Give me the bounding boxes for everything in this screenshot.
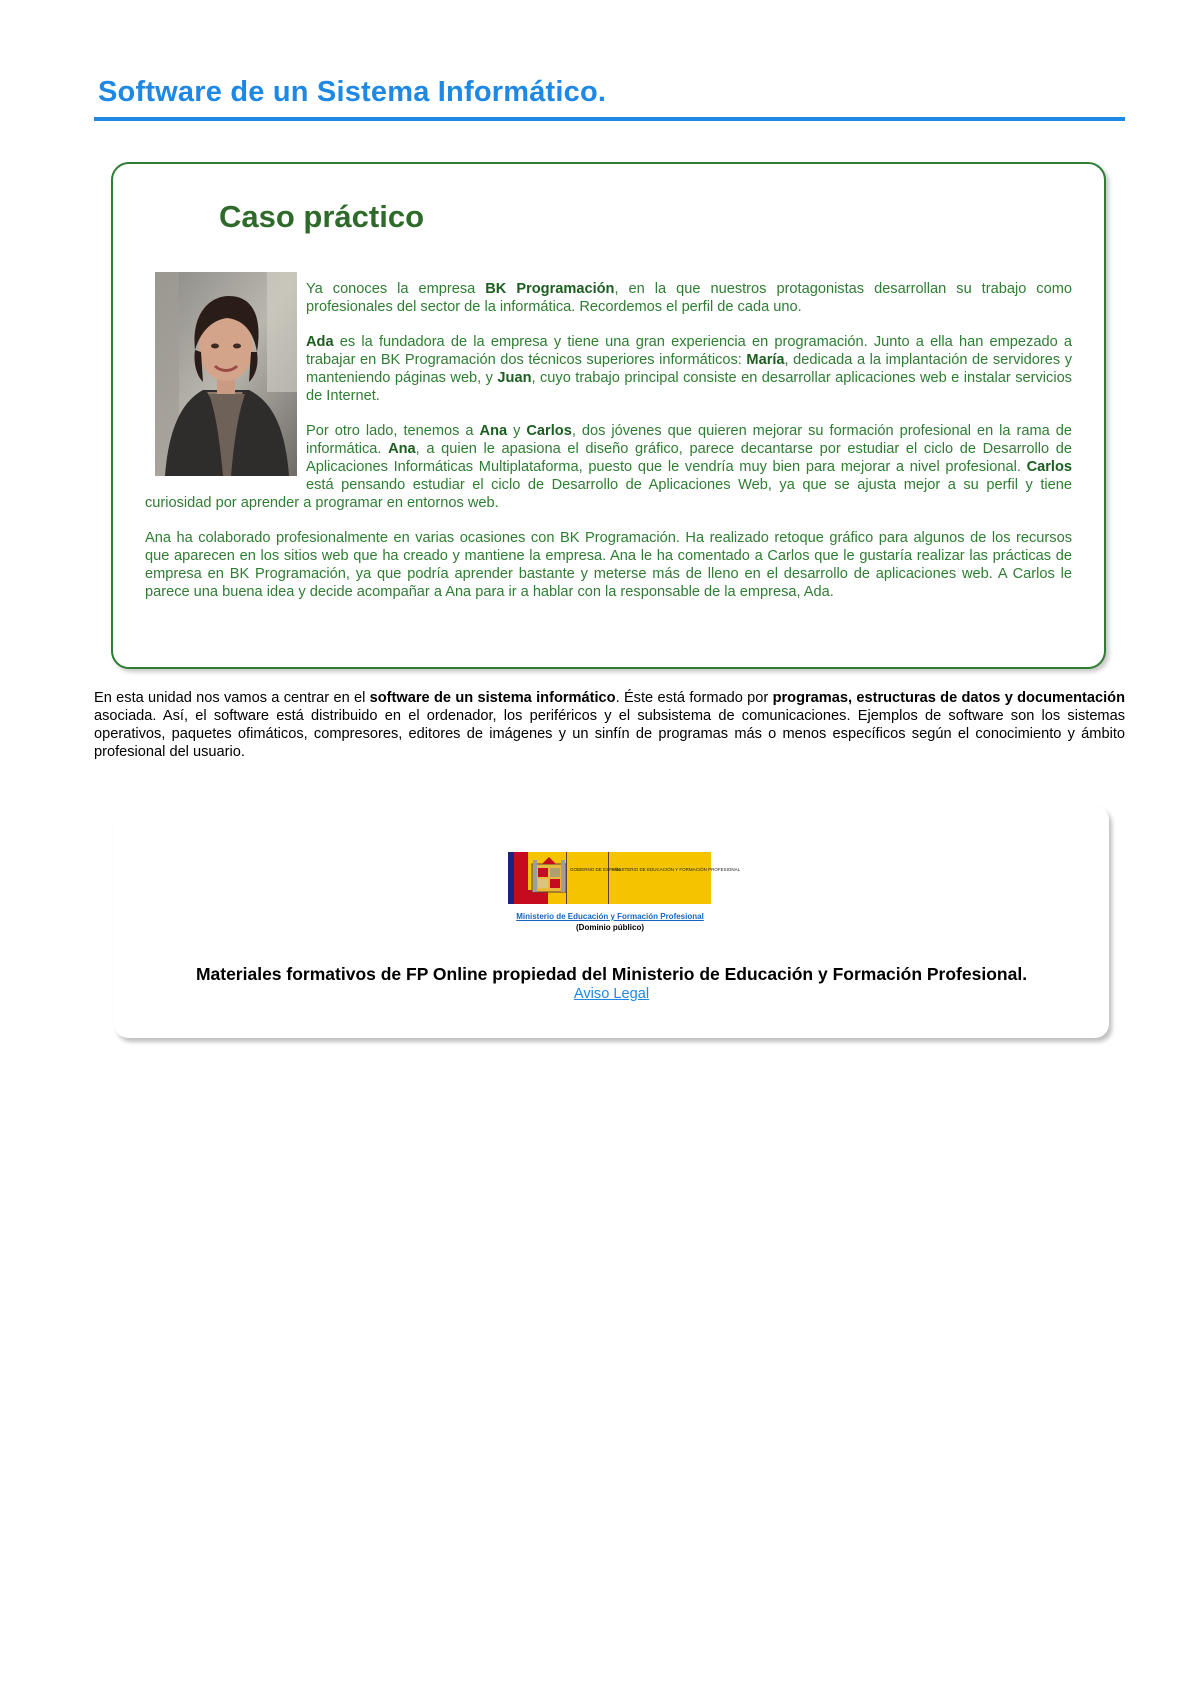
intro-paragraph: En esta unidad nos vamos a centrar en el software de un sistema informático. Éste está formado por programas, estructuras de datos y documentación asociada. Así, el software está distribuido en el ordenador, los periféricos y el subsistema de comunicaciones. Ejemplos de software son los sistemas operativos, paquetes ofimáticos, compresores, editores de imágenes y un sinfín de programas más o menos específicos según el conocimiento y ámbito profesional del usuario.: [94, 690, 1125, 760]
page-title: Software de un Sistema Informático.: [98, 76, 607, 108]
case-study-heading: Caso práctico: [219, 199, 425, 234]
case-paragraph-2: Ada es la fundadora de la empresa y tiene una gran experiencia en programación. Junto a ella han empezado a trabajar en BK Programación dos técnicos superiores informáticos: María, dedicada a la implantación de servidores y manteniendo páginas web, y Juan, cuyo trabajo principal consiste en desarrollar aplicaciones web e instalar servicios de Internet.: [306, 334, 1072, 404]
svg-text:MINISTERIO DE EDUCACIÓN Y FORM: MINISTERIO DE EDUCACIÓN Y FORMACIÓN PROFESIONAL: [612, 867, 741, 872]
title-underline: [94, 117, 1125, 121]
svg-text:GOBIERNO DE ESPAÑA: GOBIERNO DE ESPAÑA: [570, 867, 621, 872]
ministry-link[interactable]: Ministerio de Educación y Formación Profesional: [516, 912, 704, 921]
logo-credit: (Dominio público): [576, 923, 644, 932]
ownership-statement: Materiales formativos de FP Online propiedad del Ministerio de Educación y Formación Profesional.: [195, 964, 1028, 984]
case-paragraph-1: Ya conoces la empresa BK Programación, en la que nuestros protagonistas desarrollan su trabajo como profesionales del sector de la informática. Recordemos el perfil de cada uno.: [306, 281, 1072, 315]
case-paragraph-4: Ana ha colaborado profesionalmente en varias ocasiones con BK Programación. Ha realizado retoque gráfico para algunos de los recursos que aparecen en los sitios web que ha creado y mantiene la empresa. Ana le ha comentado a Carlos que le gustaría realizar las prácticas de empresa en BK Programación, ya que podría aprender bastante y meterse más de lleno en el desarrollo de aplicaciones web. A Carlos le parece una buena idea y decide acompañar a Ana para ir a hablar con la responsable de la empresa, Ada.: [145, 530, 1072, 600]
footer-box: [114, 806, 1109, 1038]
case-paragraph-3: Por otro lado, tenemos a Ana y Carlos, dos jóvenes que quieren mejorar su formación profesional en la rama de informática. Ana, a quien le apasiona el diseño gráfico, parece decantarse por estudiar el ciclo de Desarrollo de Aplicaciones Informáticas Multiplataforma, puesto que le vendría muy bien para mejorar a nivel profesional. Carlos está pensando estudiar el ciclo de Desarrollo de Aplicaciones Web, ya que se ajusta mejor a su perfil y tiene curiosidad por aprender a programar en entornos web.: [145, 423, 1073, 511]
case-study-text: [145, 280, 1072, 618]
legal-notice-link[interactable]: Aviso Legal: [573, 986, 650, 1002]
ministry-logo: [508, 852, 741, 904]
ministry-logo-image: [508, 852, 741, 904]
